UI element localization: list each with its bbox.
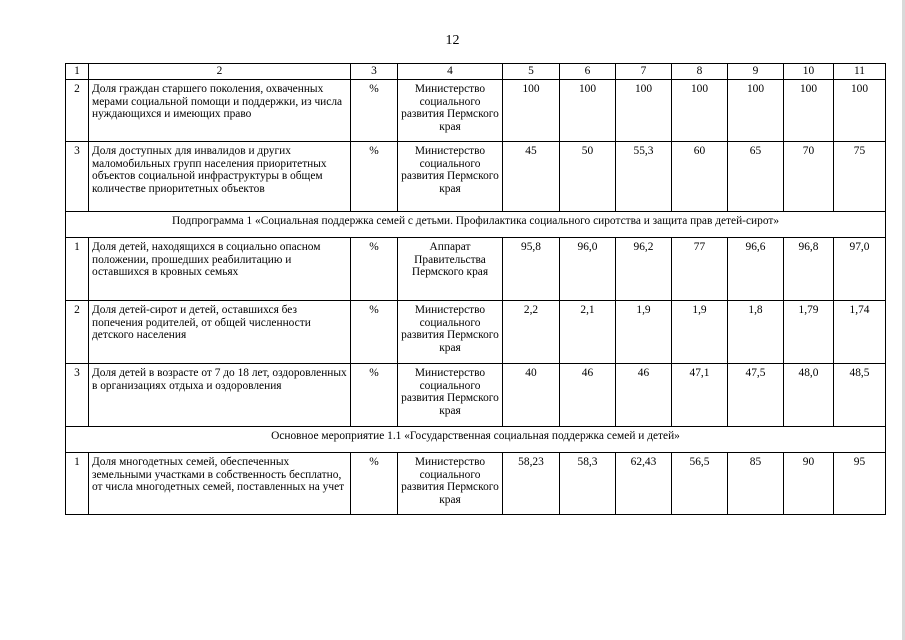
value-cell: 60 [672,142,728,212]
unit-cell: % [351,301,398,364]
column-number: 3 [351,64,398,80]
page-number: 12 [445,33,460,48]
value-cell: 1,9 [616,301,672,364]
table-row [66,453,886,515]
value-cell: 47,5 [728,364,784,427]
value-cell: 1,9 [672,301,728,364]
value-cell: 48,5 [834,364,886,427]
column-number: 4 [398,64,503,80]
table-row [66,301,886,364]
value-cell: 47,1 [672,364,728,427]
value-cell: 100 [616,80,672,142]
row-number: 1 [66,238,89,301]
column-number: 6 [560,64,616,80]
row-number: 3 [66,142,89,212]
value-cell: 96,6 [728,238,784,301]
table-row [66,364,886,427]
unit-cell: % [351,364,398,427]
value-cell: 56,5 [672,453,728,515]
table-row [66,142,886,212]
value-cell: 100 [784,80,834,142]
row-number: 3 [66,364,89,427]
value-cell: 55,3 [616,142,672,212]
column-number: 5 [503,64,560,80]
responsible-org: Министерство социального развития Пермского края [398,301,503,364]
responsible-org: Министерство социального развития Пермского края [398,364,503,427]
value-cell: 50 [560,142,616,212]
indicators-table [65,63,886,515]
value-cell: 70 [784,142,834,212]
value-cell: 45 [503,142,560,212]
value-cell: 2,2 [503,301,560,364]
column-number: 8 [672,64,728,80]
column-number-row [66,64,886,80]
value-cell: 95,8 [503,238,560,301]
row-number: 2 [66,301,89,364]
value-cell: 100 [672,80,728,142]
value-cell: 1,74 [834,301,886,364]
responsible-org: Министерство социального развития Пермского края [398,80,503,142]
value-cell: 96,8 [784,238,834,301]
value-cell: 85 [728,453,784,515]
value-cell: 46 [560,364,616,427]
table-body [66,64,886,515]
value-cell: 1,79 [784,301,834,364]
column-number: 7 [616,64,672,80]
value-cell: 46 [616,364,672,427]
value-cell: 96,2 [616,238,672,301]
column-number: 2 [89,64,351,80]
section-header-row [66,212,886,238]
unit-cell: % [351,80,398,142]
indicator-name: Доля детей-сирот и детей, оставшихся без попечения родителей, от общей численности детского населения [89,301,351,364]
row-number: 1 [66,453,89,515]
unit-cell: % [351,142,398,212]
unit-cell: % [351,453,398,515]
value-cell: 100 [503,80,560,142]
responsible-org: Министерство социального развития Пермского края [398,453,503,515]
value-cell: 48,0 [784,364,834,427]
value-cell: 58,3 [560,453,616,515]
value-cell: 40 [503,364,560,427]
column-number: 9 [728,64,784,80]
indicator-name: Доля детей в возрасте от 7 до 18 лет, оздоровленных в организациях отдыха и оздоровления [89,364,351,427]
section-title: Основное мероприятие 1.1 «Государственная социальная поддержка семей и детей» [66,427,886,453]
value-cell: 1,8 [728,301,784,364]
row-number: 2 [66,80,89,142]
column-number: 11 [834,64,886,80]
value-cell: 2,1 [560,301,616,364]
indicator-name: Доля детей, находящихся в социально опасном положении, прошедших реабилитацию и оставшихся в кровных семьях [89,238,351,301]
indicator-name: Доля граждан старшего поколения, охваченных мерами социальной помощи и поддержки, из числа нуждающихся и имеющих право [89,80,351,142]
indicator-name: Доля доступных для инвалидов и других маломобильных групп населения приоритетных объектов социальной инфраструктуры в общем количестве приоритетных объектов [89,142,351,212]
value-cell: 65 [728,142,784,212]
value-cell: 58,23 [503,453,560,515]
value-cell: 96,0 [560,238,616,301]
table-row [66,80,886,142]
value-cell: 100 [834,80,886,142]
section-header-row [66,427,886,453]
column-number: 10 [784,64,834,80]
value-cell: 90 [784,453,834,515]
value-cell: 77 [672,238,728,301]
value-cell: 62,43 [616,453,672,515]
indicator-name: Доля многодетных семей, обеспеченных земельными участками в собственность бесплатно, от числа многодетных семей, поставленных на учет [89,453,351,515]
value-cell: 100 [728,80,784,142]
responsible-org: Аппарат Правительства Пермского края [398,238,503,301]
value-cell: 97,0 [834,238,886,301]
value-cell: 100 [560,80,616,142]
responsible-org: Министерство социального развития Пермского края [398,142,503,212]
value-cell: 75 [834,142,886,212]
column-number: 1 [66,64,89,80]
section-title: Подпрограмма 1 «Социальная поддержка семей с детьми. Профилактика социального сиротства и защита прав детей-сирот» [66,212,886,238]
unit-cell: % [351,238,398,301]
value-cell: 95 [834,453,886,515]
table-row [66,238,886,301]
